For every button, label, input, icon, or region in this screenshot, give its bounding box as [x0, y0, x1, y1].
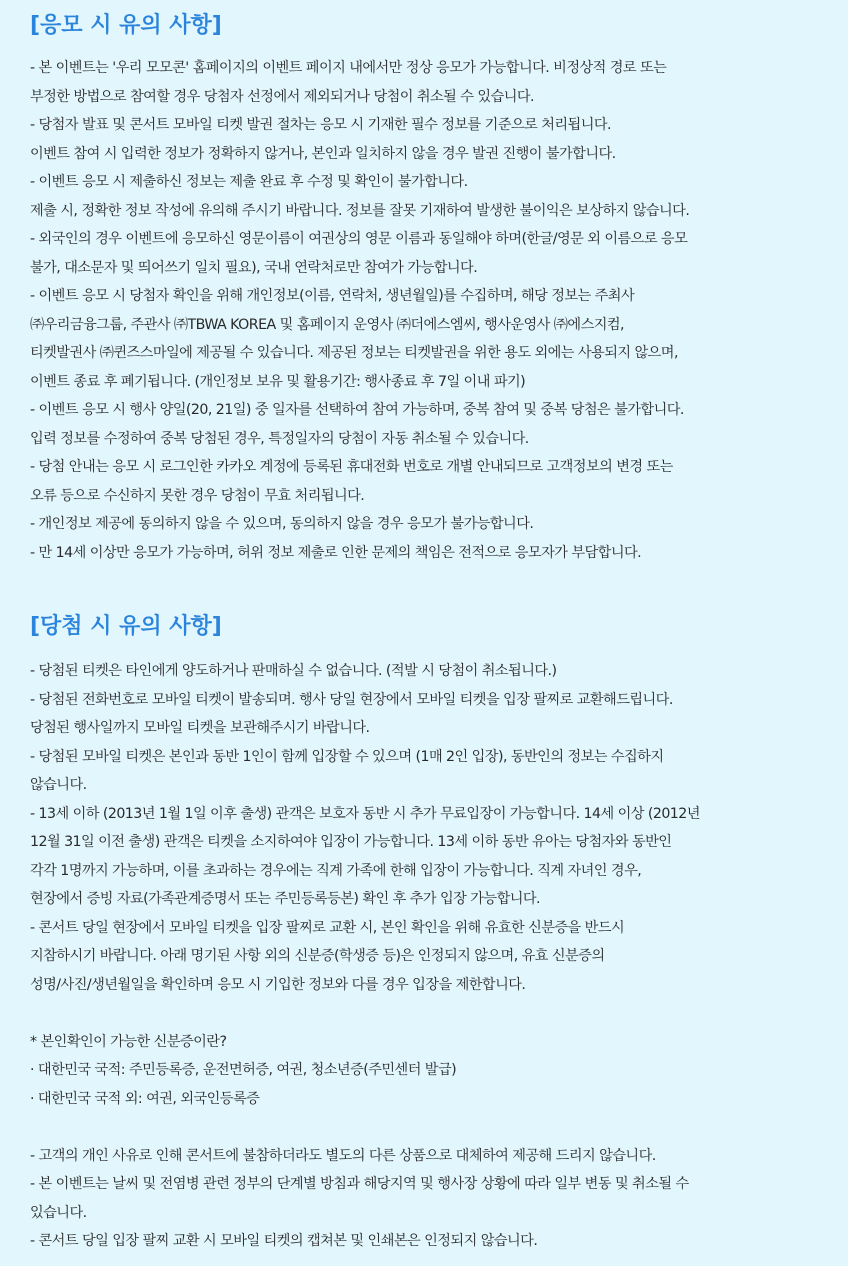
notice-line: - 당첨된 모바일 티켓은 본인과 동반 1인이 함께 입장할 수 있으며 (1매 2인 입장), 동반인의 정보는 수집하지 [30, 748, 664, 765]
notice-line: - 당첨된 티켓은 타인에게 양도하거나 판매하실 수 없습니다. (적발 시 당첨이 취소됩니다.) [30, 663, 557, 679]
notice-line: 불가, 대소문자 및 띄어쓰기 일치 필요), 국내 연락처로만 참여가 가능합니다. [30, 259, 478, 276]
notice-line: - 개인정보 제공에 동의하지 않을 수 있으며, 동의하지 않을 경우 응모가 불가능합니다. [30, 516, 534, 532]
notice-line: 지참하시기 바랍니다. 아래 명기된 사항 외의 신분증(학생증 등)은 인정되지 않으며, 유효 신분증의 [30, 948, 605, 964]
notice-line: 않습니다. [30, 777, 87, 793]
entry-notice-body [30, 44, 824, 567]
notice-line: 12월 31일 이전 출생) 관객은 티켓을 소지하여야 입장이 가능합니다. 13세 이하 동반 유아는 당첨자와 동반인 [30, 834, 672, 850]
notice-line: - 당첨자 발표 및 콘서트 모바일 티켓 발권 절차는 응모 시 기재한 필수 정보를 기준으로 처리됩니다. [30, 117, 611, 133]
id-list-item: · 대한민국 국적: 주민등록증, 운전면허증, 여권, 청소년증(주민센터 발급) [30, 1062, 457, 1078]
notice-line: - 13세 이하 (2013년 1월 1일 이후 출생) 관객은 보호자 동반 시 추가 무료입장이 가능합니다. 14세 이상 (2012년 [30, 805, 700, 822]
notice-line: - 고객의 개인 사유로 인해 콘서트에 불참하더라도 별도의 다른 상품으로 대체하여 제공해 드리지 않습니다. [30, 1147, 656, 1164]
notice-line: 제출 시, 정확한 정보 작성에 유의해 주시기 바랍니다. 정보를 잘못 기재하여 발생한 불이익은 보상하지 않습니다. [30, 202, 690, 219]
notice-line: 이벤트 참여 시 입력한 정보가 정확하지 않거나, 본인과 일치하지 않을 경우 발권 진행이 불가합니다. [30, 145, 616, 162]
winner-notice-title: [당첨 시 유의 사항] [30, 614, 222, 639]
notice-line: 오류 등으로 수신하지 못한 경우 당첨이 무효 처리됩니다. [30, 487, 365, 504]
notice-line: - 당첨된 전화번호로 모바일 티켓이 발송되며. 행사 당일 현장에서 모바일 티켓을 입장 팔찌로 교환해드립니다. [30, 691, 673, 708]
blank-line [30, 999, 824, 1028]
winner-notice-body [30, 645, 824, 1256]
notice-line: - 본 이벤트는 '우리 모모콘' 홈페이지의 이벤트 페이지 내에서만 정상 응모가 가능합니다. 비정상적 경로 또는 [30, 60, 667, 76]
entry-notice-title: [응모 시 유의 사항] [30, 13, 222, 38]
notice-line: - 이벤트 응모 시 제출하신 정보는 제출 완료 후 수정 및 확인이 불가합니다. [30, 174, 468, 190]
section-divider-space [30, 567, 824, 609]
notice-line: - 이벤트 응모 시 행사 양일(20, 21일) 중 일자를 선택하여 참여 가능하며, 중복 참여 및 중복 당첨은 불가합니다. [30, 402, 684, 418]
id-heading-line: * 본인확인이 가능한 신분증이란? [30, 1033, 227, 1050]
notice-line: 현장에서 증빙 자료(가족관계증명서 또는 주민등록등본) 확인 후 추가 입장 가능합니다. [30, 891, 541, 907]
notice-line: ㈜우리금융그룹, 주관사 ㈜TBWA KOREA 및 홈페이지 운영사 ㈜더에스엠씨, 행사운영사 ㈜에스지컴, [30, 316, 625, 333]
notice-line: 부정한 방법으로 참여할 경우 당첨자 선정에서 제외되거나 당첨이 취소될 수 있습니다. [30, 88, 534, 105]
blank-line [30, 1113, 824, 1142]
notice-line: - 당첨 안내는 응모 시 로그인한 카카오 계정에 등록된 휴대전화 번호로 개별 안내되므로 고객정보의 변경 또는 [30, 459, 673, 475]
notice-line: - 만 14세 이상만 응모가 가능하며, 허위 정보 제출로 인한 문제의 책임은 전적으로 응모자가 부담합니다. [30, 544, 642, 561]
notice-line: 입력 정보를 수정하여 중복 당첨된 경우, 특정일자의 당첨이 자동 취소될 수 있습니다. [30, 430, 529, 447]
id-list-item: · 대한민국 국적 외: 여권, 외국인등록증 [30, 1090, 260, 1107]
notice-line: - 콘서트 당일 입장 팔찌 교환 시 모바일 티켓의 캡쳐본 및 인쇄본은 인정되지 않습니다. [30, 1233, 538, 1249]
entry-notice-section [30, 8, 824, 567]
notice-line: 성명/사진/생년월일을 확인하며 응모 시 기입한 정보와 다를 경우 입장을 제한합니다. [30, 976, 526, 993]
notice-line: - 본 이벤트는 날씨 및 전염병 관련 정부의 단계별 방침과 해당지역 및 행사장 상황에 따라 일부 변동 및 취소될 수 [30, 1176, 689, 1192]
notice-line: 있습니다. [30, 1204, 87, 1221]
notice-line: - 이벤트 응모 시 당첨자 확인을 위해 개인정보(이름, 연락처, 생년월일)를 수집하며, 해당 정보는 주최사 [30, 288, 635, 304]
winner-notice-section [30, 609, 824, 1256]
notice-line: 각각 1명까지 가능하며, 이를 초과하는 경우에는 직계 가족에 한해 입장이 가능합니다. 직계 자녀인 경우, [30, 862, 642, 879]
notice-line: 당첨된 행사일까지 모바일 티켓을 보관해주시기 바랍니다. [30, 720, 370, 736]
notice-line: 티켓발권사 ㈜퀸즈스마일에 제공될 수 있습니다. 제공된 정보는 티켓발권을 위한 용도 외에는 사용되지 않으며, [30, 345, 678, 361]
notice-line: - 콘서트 당일 현장에서 모바일 티켓을 입장 팔찌로 교환 시, 본인 확인을 위해 유효한 신분증을 반드시 [30, 919, 625, 936]
notice-line: - 외국인의 경우 이벤트에 응모하신 영문이름이 여권상의 영문 이름과 동일해야 하며(한글/영문 외 이름으로 응모 [30, 231, 688, 247]
notice-line: 이벤트 종료 후 폐기됩니다. (개인정보 보유 및 활용기간: 행사종료 후 7일 이내 파기) [30, 373, 526, 390]
